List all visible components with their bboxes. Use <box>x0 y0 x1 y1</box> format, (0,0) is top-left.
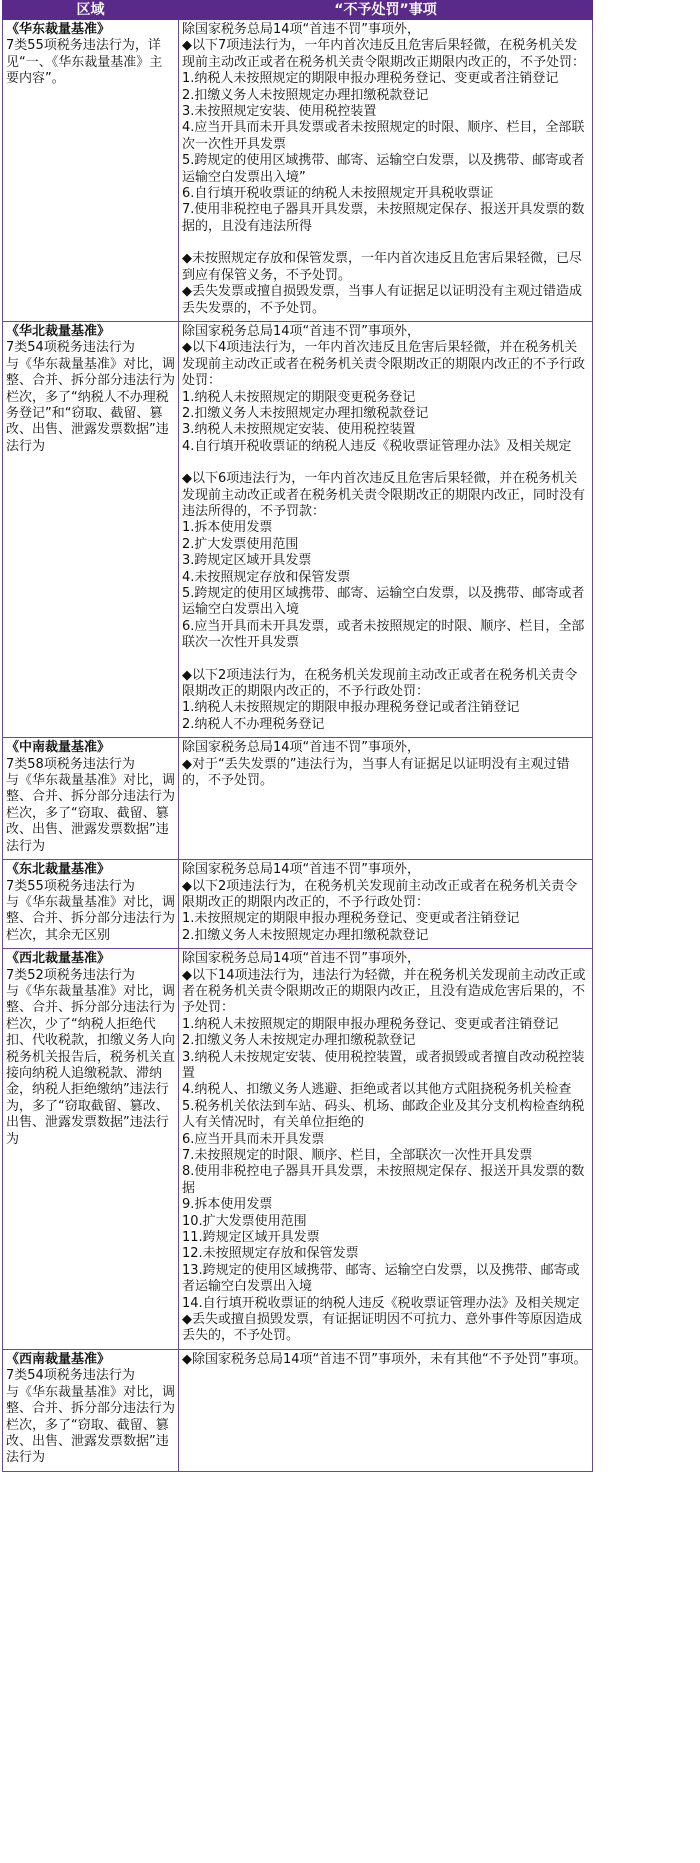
item-line: 3.跨规定区域开具发票 <box>182 553 312 569</box>
no-penalty-cell <box>179 321 593 737</box>
region-name: 《西南裁量基准》 <box>6 1351 111 1367</box>
item-line: ◆丢失发票或擅自损毁发票，当事人有证据足以证明没有主观过错造成丢失发票的，不予处罚。 <box>182 284 582 316</box>
item-line: 3.纳税人未按规定安装、使用税控装置，或者损毁或者擅自改动税控装置 <box>182 1049 585 1081</box>
region-cell <box>3 20 179 322</box>
item-line: 5.跨规定的使用区域携带、邮寄、运输空白发票，以及携带、邮寄或者运输空白发票出入境 <box>182 586 585 618</box>
region-name: 《华东裁量基准》 <box>6 22 111 37</box>
table-header-row <box>3 1 593 20</box>
item-line: ◆除国家税务总局14项“首违不罚”事项外，未有其他“不予处罚”事项。 <box>182 1351 587 1367</box>
header-no-penalty-items: “不予处罚”事项 <box>179 1 593 20</box>
item-line: 4.应当开具而未开具发票或者未按照规定的时限、顺序、栏目，全部联次一次性开具发票 <box>182 120 585 152</box>
item-line: 6.自行填开税收票证的纳税人未按照规定开具税收票证 <box>182 186 494 202</box>
item-line: 14.自行填开税收票证的纳税人违反《税收票证管理办法》及相关规定 <box>182 1295 580 1311</box>
item-line: ◆以下7项违法行为，一年内首次违反且危害后果轻微，在税务机关发现前主动改正或者在税务机关责令限期改正期限内改正的，不予处罚： <box>182 38 586 70</box>
no-penalty-cell <box>179 738 593 860</box>
item-line: ◆对于“丢失发票的”违法行为，当事人有证据足以证明没有主观过错的，不予处罚。 <box>182 756 570 789</box>
region-name: 《华北裁量基准》 <box>6 323 111 339</box>
table-row <box>3 1349 593 1471</box>
item-line: 4.未按照规定存放和保管发票 <box>182 569 351 585</box>
item-line: ◆以下4项违法行为，一年内首次违反且危害后果轻微，并在税务机关发现前主动改正或者在税务机关责令限期改正的期限内改正的不予行政处罚： <box>182 340 586 389</box>
item-line: 3.纳税人未按照规定安装、使用税控装置 <box>182 422 416 438</box>
item-line: 3.未按照规定安装、使用税控装置 <box>182 104 377 120</box>
item-line <box>182 235 589 251</box>
item-line: 1.纳税人未按照规定的期限申报办理税务登记、变更或者注销登记 <box>182 1016 559 1032</box>
item-line: 6.应当开具而未开具发票 <box>182 1131 325 1147</box>
item-line: 除国家税务总局14项“首违不罚”事项外， <box>182 951 421 967</box>
region-cell <box>3 1349 179 1471</box>
item-line: 8.使用非税控电子器具开具发票，未按照规定保存、报送开具发票的数据 <box>182 1164 585 1196</box>
table-row <box>3 949 593 1350</box>
item-line: 12.未按照规定存放和保管发票 <box>182 1246 359 1262</box>
item-line: 2.扣缴义务人未按照规定办理扣缴税款登记 <box>182 87 429 103</box>
no-penalty-cell <box>179 1349 593 1471</box>
region-cell <box>3 949 179 1350</box>
item-line: 2.扩大发票使用范围 <box>182 536 299 552</box>
region-description: 与《华东裁量基准》对比，调整、合并、拆分部分违法行为栏次，多了“窃取、截留、篡改、出售、泄露发票数据”违法行为 <box>6 773 176 854</box>
region-name: 《东北裁量基准》 <box>6 862 111 878</box>
region-description: 与《华东裁量基准》对比，调整、合并、拆分部分违法行为栏次，多了“纳税人不办理税务登记”和“窃取、截留、篡改、出售、泄露发票数据”违法行为 <box>6 356 176 454</box>
region-name: 《中南裁量基准》 <box>6 740 111 756</box>
item-line: 除国家税务总局14项“首违不罚”事项外， <box>182 740 421 756</box>
region-description: 7类58项税务违法行为 <box>6 756 135 772</box>
table-row <box>3 860 593 949</box>
table-row <box>3 738 593 860</box>
item-line: 11.跨规定区域开具发票 <box>182 1230 320 1246</box>
item-line: 10.扩大发票使用范围 <box>182 1213 307 1229</box>
region-description: 7类54项税务违法行为 <box>6 1368 135 1384</box>
item-line <box>182 455 589 471</box>
item-line: 4.纳税人、扣缴义务人逃避、拒绝或者以其他方式阻挠税务机关检查 <box>182 1082 572 1098</box>
region-description: 与《华东裁量基准》对比，调整、合并、拆分部分违法行为栏次，多了“窃取、截留、篡改、出售、泄露发票数据”违法行为 <box>6 1384 176 1466</box>
item-line: 13.跨规定的使用区域携带、邮寄、运输空白发票，以及携带、邮寄或者运输空白发票出入境 <box>182 1262 580 1295</box>
item-line: 9.拆本使用发票 <box>182 1197 273 1213</box>
item-line: 4.自行填开税收票证的纳税人违反《税收票证管理办法》及相关规定 <box>182 438 572 454</box>
item-line: ◆以下14项违法行为，违法行为轻微，并在税务机关发现前主动改正或者在税务机关责令限期改正的期限内改正，且没有造成危害后果的，不予处罚： <box>182 967 586 1016</box>
table-body <box>3 20 593 1472</box>
region-description: 与《华东裁量基准》对比，调整、合并、拆分部分违法行为栏次，其余无区别 <box>6 894 176 943</box>
region-description: 7类52项税务违法行为 <box>6 967 135 983</box>
item-line: ◆未按照规定存放和保管发票，一年内首次违反且危害后果轻微，已尽到应有保管义务，不予处罚。 <box>182 251 582 283</box>
item-line: 1.未按照规定的期限申报办理税务登记、变更或者注销登记 <box>182 911 520 927</box>
no-penalty-cell <box>179 949 593 1350</box>
region-cell <box>3 738 179 860</box>
item-line: 2.扣缴义务人未按照规定办理扣缴税款登记 <box>182 405 429 421</box>
item-line: ◆以下2项违法行为，在税务机关发现前主动改正或者在税务机关责令限期改正的期限内改正的，不予行政处罚： <box>182 878 578 910</box>
item-line: 1.纳税人未按照规定的期限申报办理税务登记、变更或者注销登记 <box>182 71 559 87</box>
item-line: 除国家税务总局14项“首违不罚”事项外， <box>182 22 421 37</box>
item-line: 1.纳税人未按照规定的期限变更税务登记 <box>182 389 416 405</box>
header-region: 区域 <box>3 1 179 20</box>
item-line: 5.跨规定的使用区域携带、邮寄、运输空白发票，以及携带、邮寄或者运输空白发票出入境” <box>182 153 585 185</box>
item-line: 1.拆本使用发票 <box>182 520 273 536</box>
item-line: 5.税务机关依法到车站、码头、机场、邮政企业及其分支机构检查纳税人有关情况时，有关单位拒绝的 <box>182 1098 585 1131</box>
item-line: ◆以下2项违法行为，在税务机关发现前主动改正或者在税务机关责令限期改正的期限内改正的，不予行政处罚： <box>182 667 578 700</box>
no-penalty-cell <box>179 20 593 322</box>
region-name: 《西北裁量基准》 <box>6 951 111 967</box>
item-line: 7.使用非税控电子器具开具发票，未按照规定保存、报送开具发票的数据的，且没有违法所得 <box>182 202 585 234</box>
item-line: 2.扣缴义务人未按照规定办理扣缴税款登记 <box>182 927 429 943</box>
table-row <box>3 321 593 737</box>
item-line: ◆丢失或擅自损毁发票，有证据证明因不可抗力、意外事件等原因造成丢失的，不予处罚。 <box>182 1312 582 1344</box>
no-penalty-cell <box>179 860 593 949</box>
item-line: 除国家税务总局14项“首违不罚”事项外， <box>182 323 421 339</box>
region-description: 7类55项税务违法行为，详见“一、《华东裁量基准》主要内容”。 <box>6 38 163 87</box>
comparison-table <box>2 0 593 1472</box>
region-description: 与《华东裁量基准》对比，调整、合并、拆分部分违法行为栏次，少了“纳税人拒绝代扣、代收税款，扣缴义务人向税务机关报告后，税务机关直接向纳税人追缴税款、滞纳金，纳税人拒绝缴纳”违法行为，多了“窃取截留、篡改、出售、泄露发票数据”违法行为 <box>6 983 176 1147</box>
item-line: 除国家税务总局14项“首违不罚”事项外， <box>182 862 421 878</box>
item-line: ◆以下6项违法行为，一年内首次违反且危害后果轻微，并在税务机关发现前主动改正或者在税务机关责令限期改正的期限内改正，同时没有违法所得的，不予罚款： <box>182 471 586 519</box>
region-cell <box>3 860 179 949</box>
region-cell <box>3 321 179 737</box>
item-line: 2.扣缴义务人未按规定办理扣缴税款登记 <box>182 1033 416 1049</box>
region-description: 7类54项税务违法行为 <box>6 340 135 356</box>
item-line <box>182 652 589 668</box>
item-line: 7.未按照规定的时限、顺序、栏目，全部联次一次性开具发票 <box>182 1148 533 1163</box>
region-description: 7类55项税务违法行为 <box>6 878 135 894</box>
item-line: 6.应当开具而未开具发票，或者未按照规定的时限、顺序、栏目，全部联次一次性开具发票 <box>182 618 585 651</box>
table-row <box>3 20 593 322</box>
item-line: 2.纳税人不办理税务登记 <box>182 716 325 732</box>
item-line: 1.纳税人未按照规定的期限申报办理税务登记或者注销登记 <box>182 700 520 716</box>
